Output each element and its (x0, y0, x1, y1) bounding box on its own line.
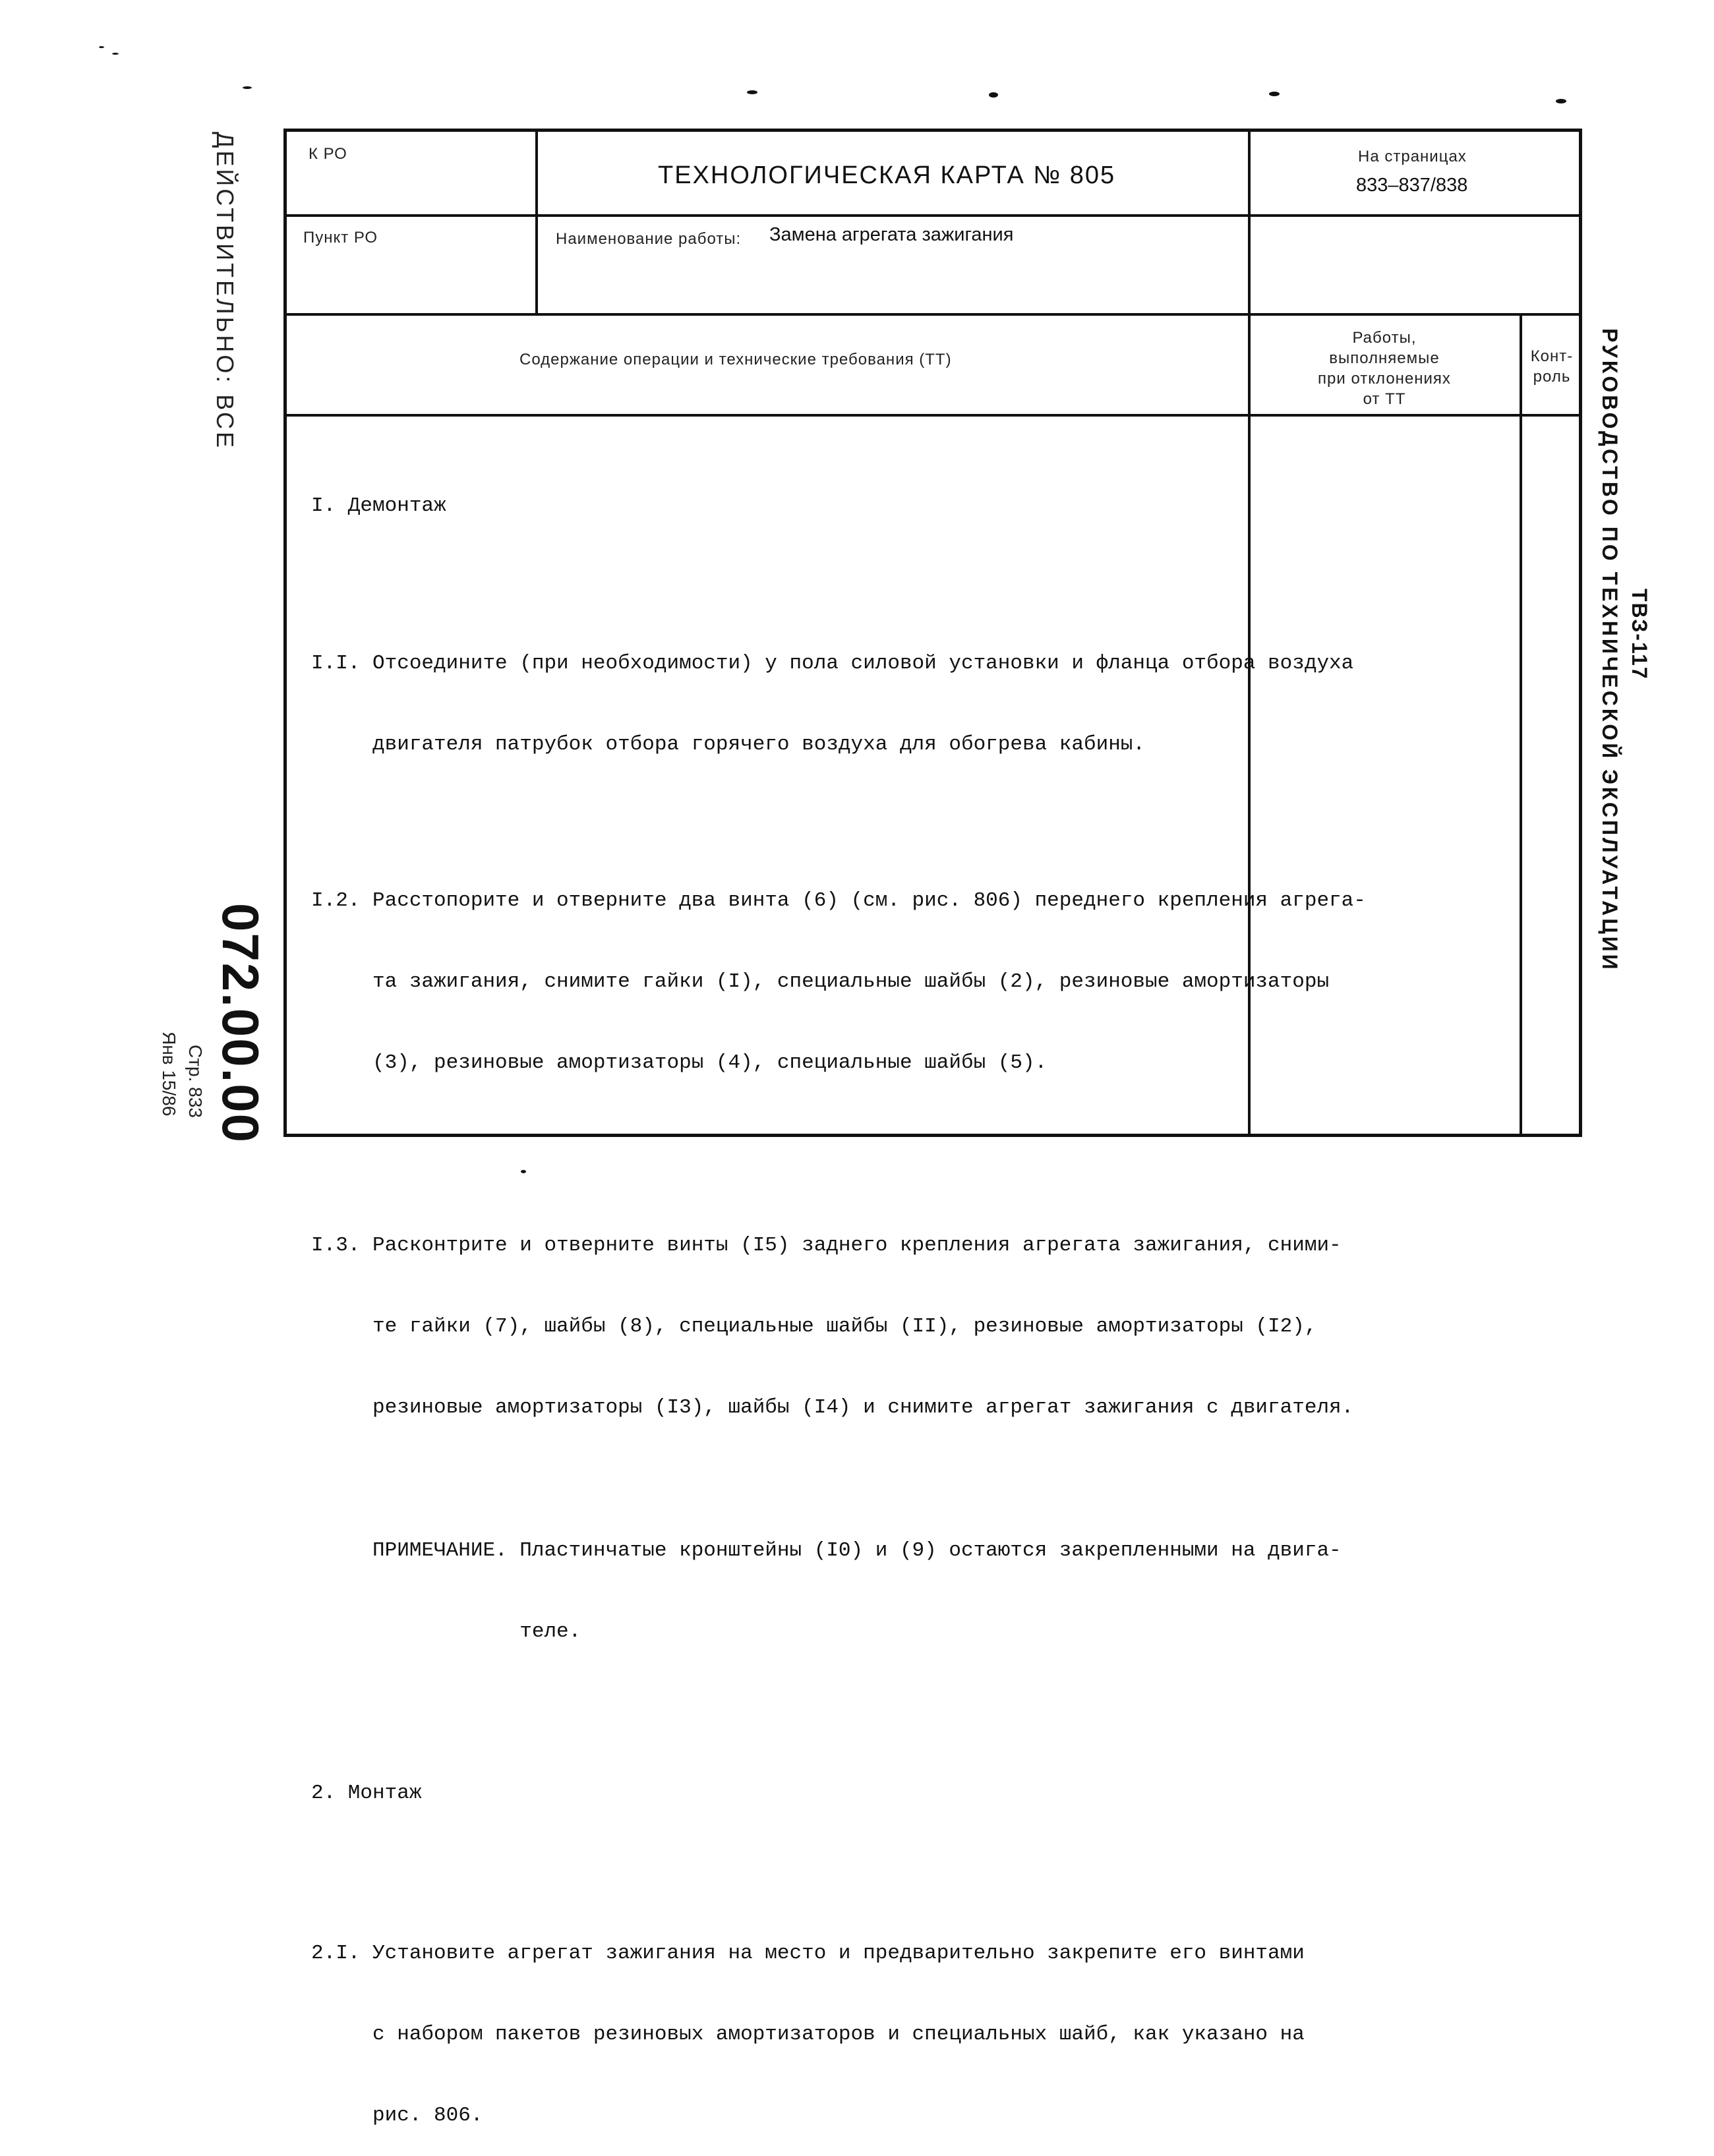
punkt-ro-label: Пункт РО (303, 229, 378, 247)
deviation-column-header (1253, 328, 1516, 409)
operations-content (311, 438, 1366, 2156)
document-number: 072.00.00 (212, 903, 270, 1144)
work-name-label: Наименование работы: (556, 230, 742, 248)
manual-title: РУКОВОДСТВО ПО ТЕХНИЧЕСКОЙ ЭКСПЛУАТАЦИИ (1598, 328, 1622, 972)
aircraft-engine-code: ТВЗ-117 (1628, 589, 1651, 680)
note-line: ПРИМЕЧАНИЕ. Пластинчатые кронштейны (I0) и (9) остаются закрепленными на двига- (311, 1539, 1342, 1562)
step-line: резиновые амортизаторы (I3), шайбы (I4) и снимите агрегат зажигания с двигателя. (311, 1396, 1354, 1419)
col-divider (535, 129, 538, 316)
pages-value: 833–837/838 (1356, 175, 1468, 196)
step-line: I.3. Расконтрите и отверните винты (I5) заднего крепления агрегата зажигания, сними- (311, 1234, 1342, 1257)
pages-label: На страницах (1358, 148, 1467, 165)
section-heading: I. Демонтаж (311, 494, 446, 517)
revision-date: Янв 15/86 (159, 1032, 179, 1117)
content-column-header: Содержание операции и технические требования (ТТ) (519, 351, 952, 368)
step-line: I.I. Отсоедините (при необходимости) у пола силовой установки и фланца отбора воздуха (311, 652, 1354, 675)
scan-speck (747, 90, 757, 94)
scan-speck (1556, 99, 1566, 103)
step-line: с набором пакетов резиновых амортизаторов и специальных шайб, как указано на (311, 2023, 1305, 2046)
deviation-header-line: при отклонениях (1318, 370, 1451, 388)
deviation-header-line: от ТТ (1363, 390, 1406, 408)
scan-speck (99, 46, 104, 48)
row-divider (283, 214, 1582, 217)
row-divider (283, 313, 1582, 316)
step-line: те гайки (7), шайбы (8), специальные шайбы (II), резиновые амортизаторы (I2), (311, 1315, 1317, 1338)
control-header-line: роль (1533, 368, 1571, 386)
col-divider (1520, 313, 1522, 1137)
card-title: ТЕХНОЛОГИЧЕСКАЯ КАРТА № 805 (658, 161, 1116, 189)
k-ro-label: К РО (309, 145, 347, 163)
page-number: Стр. 833 (185, 1045, 206, 1118)
deviation-header-line: Работы, (1352, 329, 1417, 347)
control-header-line: Конт- (1530, 347, 1574, 365)
step-line: (3), резиновые амортизаторы (4), специальные шайбы (5). (311, 1051, 1048, 1074)
step-line: I.2. Расстопорите и отверните два винта (6) (см. рис. 806) переднего крепления агрега- (311, 889, 1366, 912)
scan-speck (243, 86, 252, 89)
validity-note: ДЕЙСТВИТЕЛЬНО: ВСЕ (212, 132, 239, 451)
scan-speck (112, 53, 119, 55)
scan-speck (989, 92, 998, 98)
note-line: теле. (311, 1620, 581, 1643)
deviation-header-line: выполняемые (1329, 349, 1440, 367)
scan-speck (1269, 92, 1280, 96)
row-divider (283, 414, 1582, 417)
step-line: двигателя патрубок отбора горячего воздуха для обогрева кабины. (311, 733, 1146, 756)
section-heading: 2. Монтаж (311, 1782, 422, 1805)
step-line: 2.I. Установите агрегат зажигания на место и предварительно закрепите его винтами (311, 1942, 1305, 1965)
control-column-header (1523, 346, 1581, 387)
work-name-value: Замена агрегата зажигания (769, 224, 1014, 245)
step-line: та зажигания, снимите гайки (I), специальные шайбы (2), резиновые амортизаторы (311, 970, 1330, 993)
step-line: рис. 806. (311, 2104, 483, 2127)
